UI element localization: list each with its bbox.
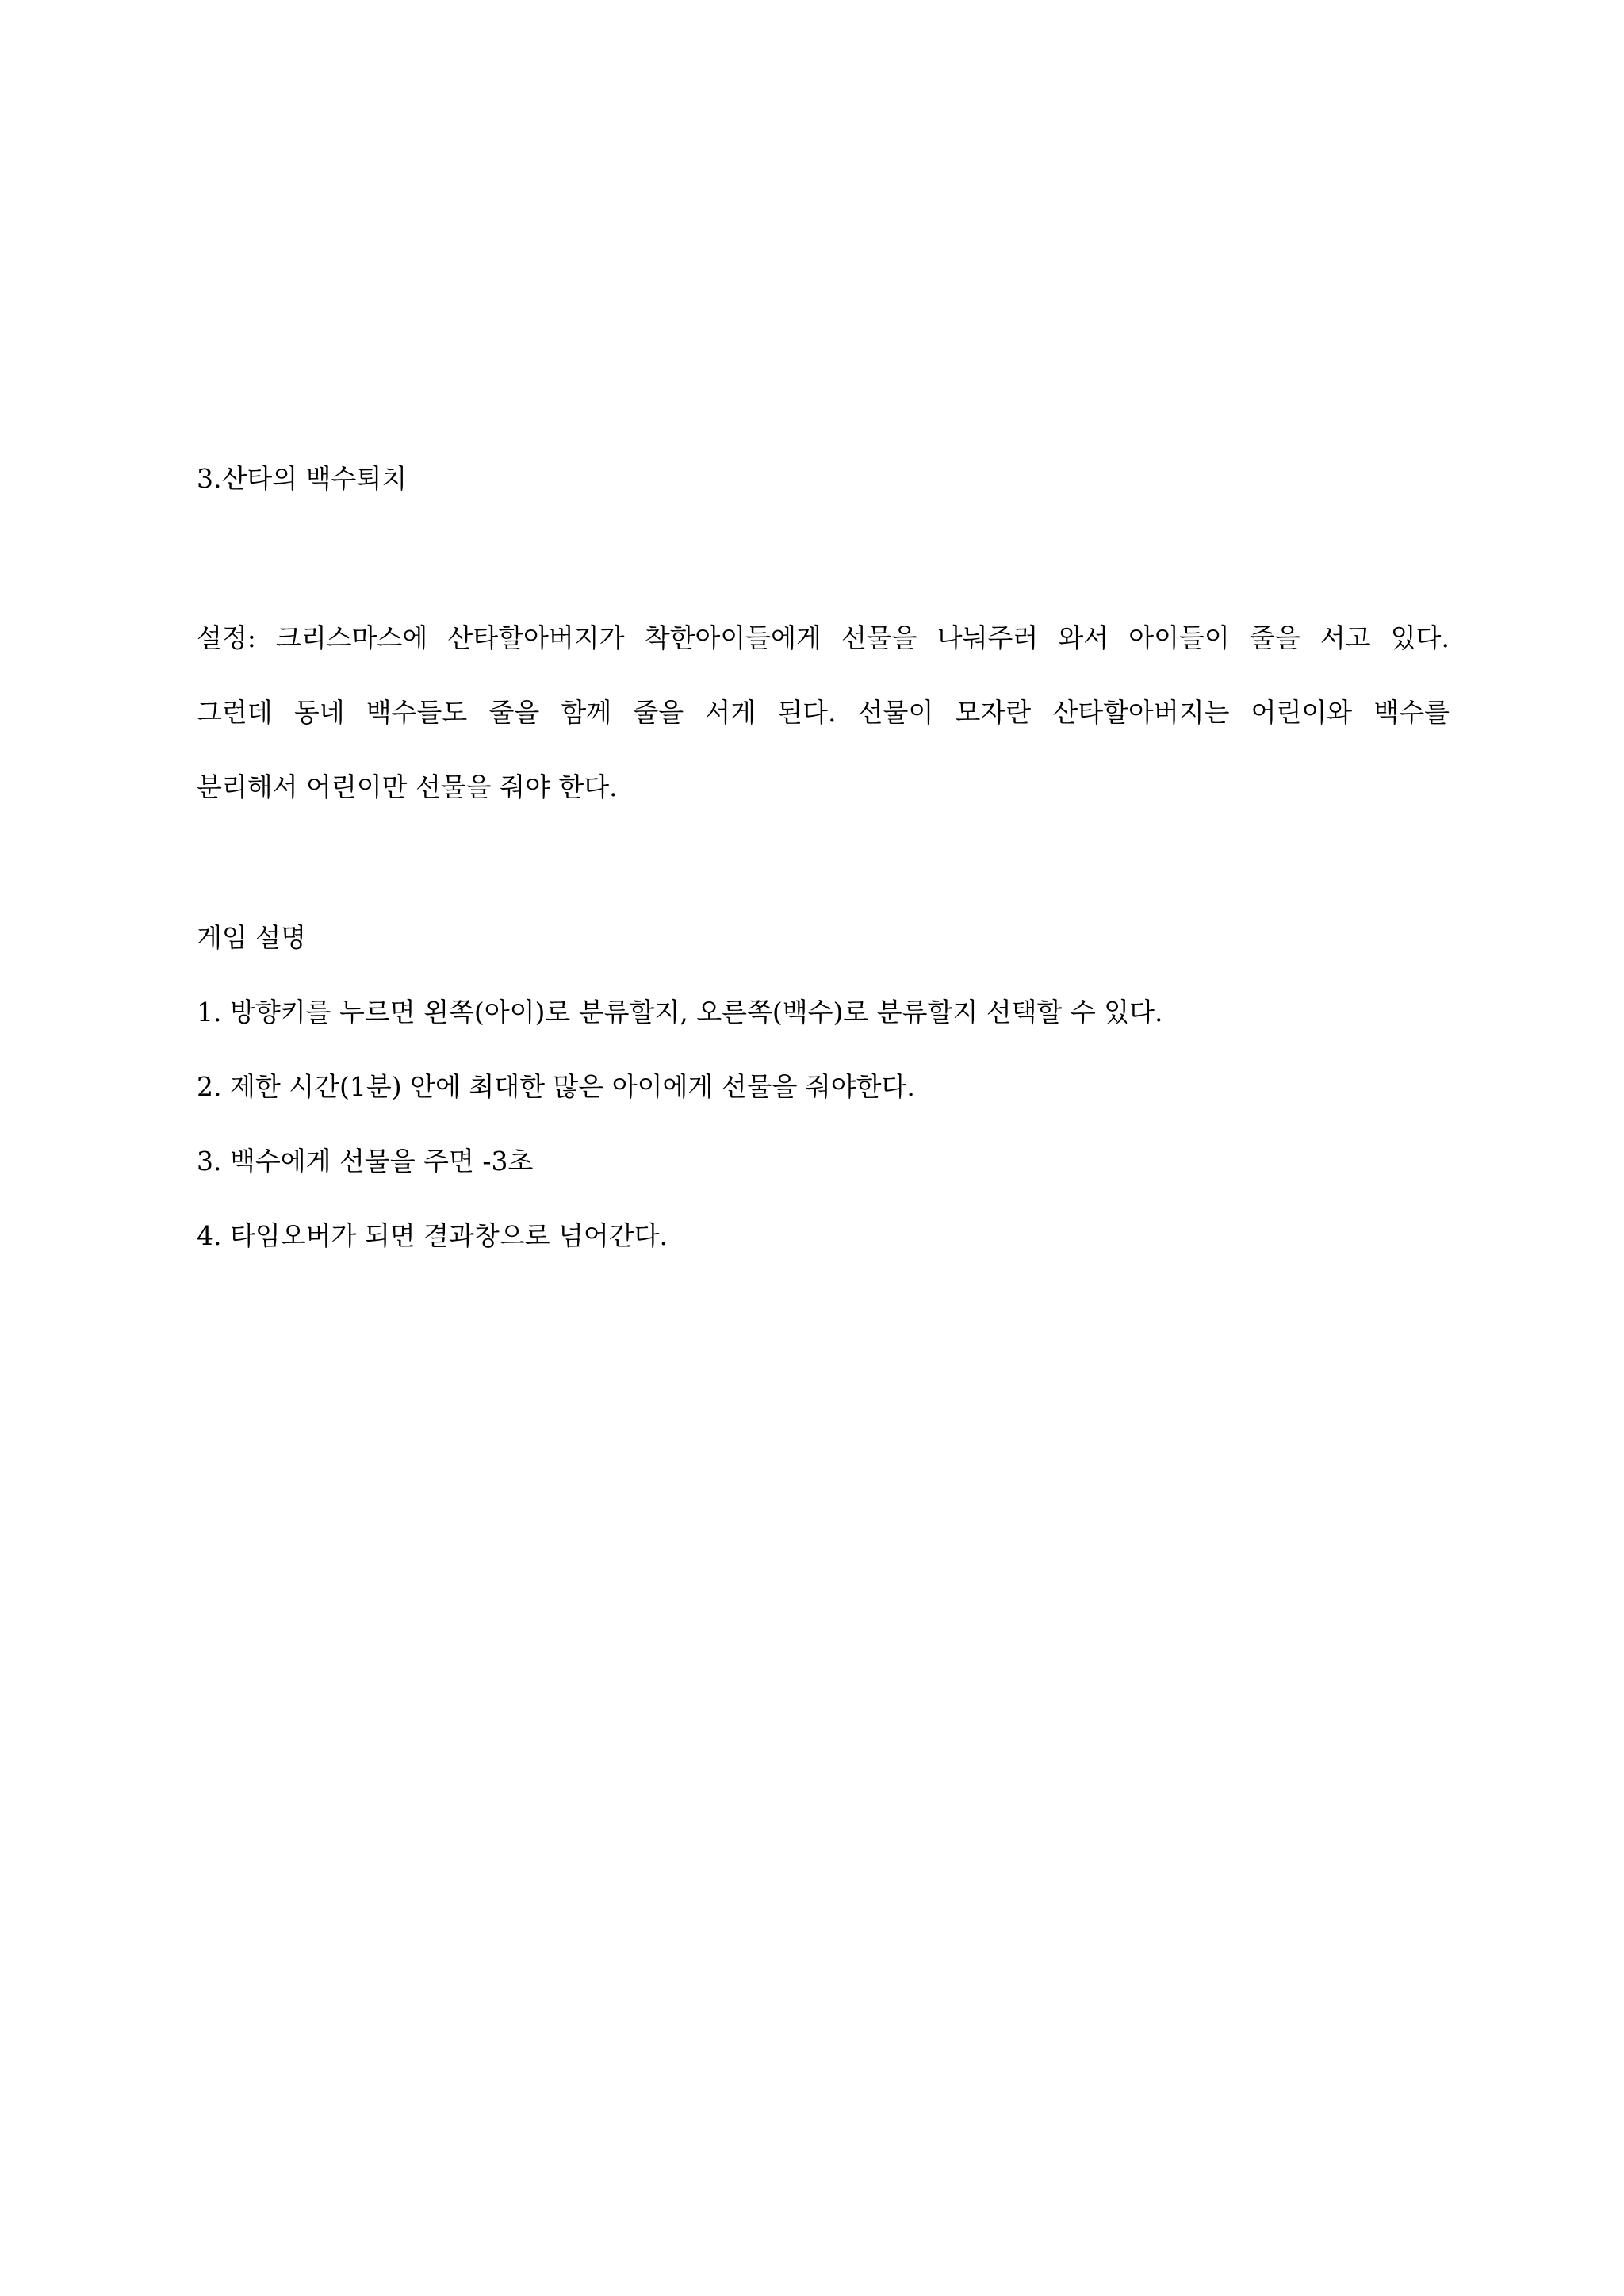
game-rule-3: 3. 백수에게 선물을 주면 -3초 xyxy=(197,1146,534,1177)
game-rule-4: 4. 타임오버가 되면 결과창으로 넘어간다. xyxy=(197,1220,668,1251)
setting-line-1: 설정: 크리스마스에 산타할아버지가 착한아이들에게 선물을 나눠주러 와서 아이들이 줄을 서고 있다. xyxy=(197,622,1450,653)
setting-paragraph xyxy=(197,601,1450,825)
game-description-section xyxy=(197,901,1450,1273)
game-rule-1: 1. 방향키를 누르면 왼쪽(아이)로 분류할지, 오른쪽(백수)로 분류할지 선택할 수 있다. xyxy=(197,997,1163,1027)
game-rules-list xyxy=(197,975,1450,1273)
setting-line-2: 그런데 동네 백수들도 줄을 함께 줄을 서게 된다. 선물이 모자란 산타할아버지는 어린이와 백수를 xyxy=(197,697,1450,728)
game-rule-2: 2. 제한 시간(1분) 안에 최대한 많은 아이에게 선물을 줘야한다. xyxy=(197,1071,915,1102)
document-title: 3.산타의 백수퇴치 xyxy=(197,463,408,494)
game-description-heading: 게임 설명 xyxy=(197,922,307,953)
setting-line-3: 분리해서 어린이만 선물을 줘야 한다. xyxy=(197,771,618,802)
document-content xyxy=(197,455,1450,1273)
